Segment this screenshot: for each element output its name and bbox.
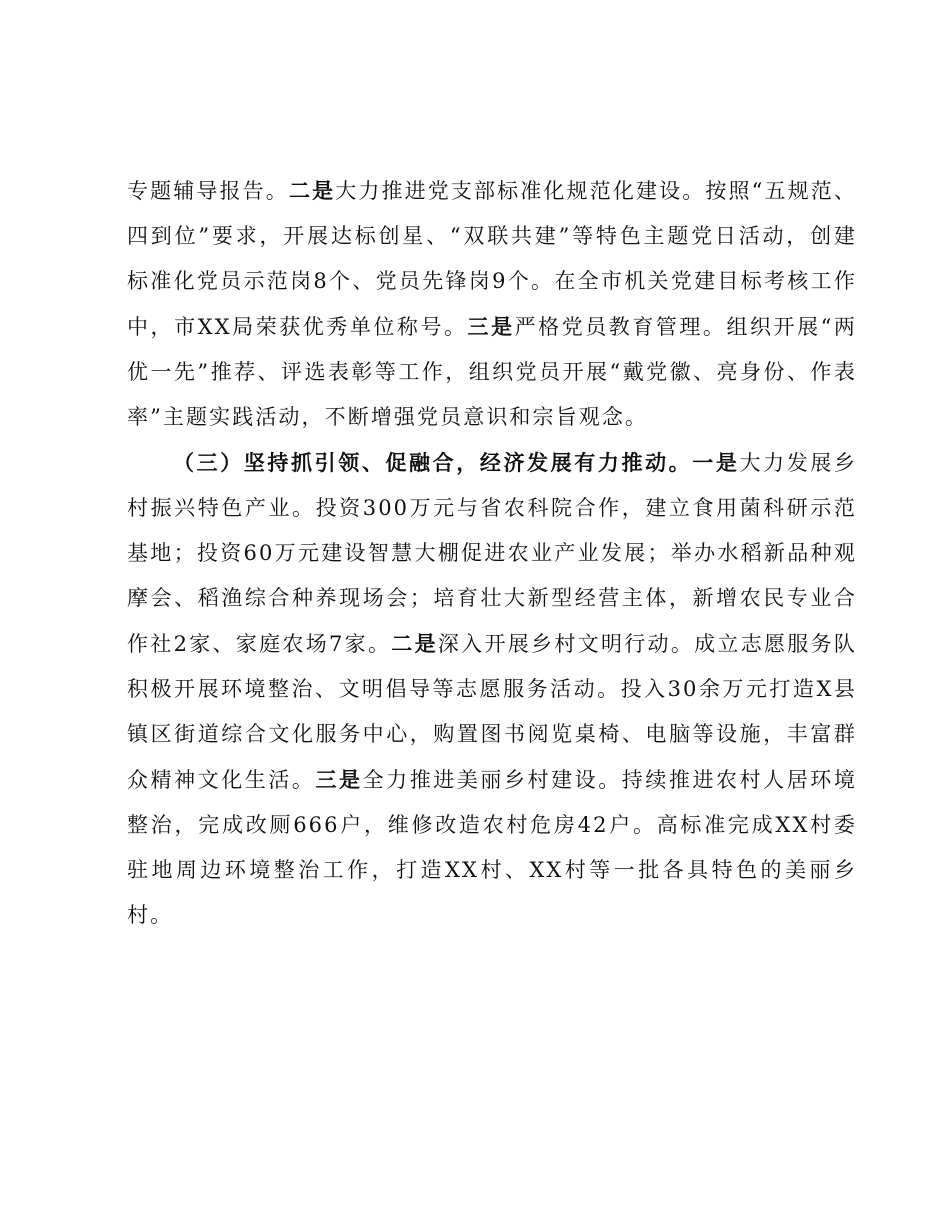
bold-keyword: 二是 <box>288 178 336 203</box>
section-heading: （三）坚持抓引领、促融合，经济发展有力推动。 <box>173 450 693 475</box>
paragraph-text: 大力发展乡村振兴特色产业。投资300万元与省农科院合作，建立食用菌科研示范基地；投资60万元建设智慧大棚促进农业产业发展；举办水稻新品种观摩会、稻渔综合种养现场会；培育壮大新型经营主体，新增农民专业合作社2家、家庭农场7家。 <box>127 451 858 656</box>
bold-keyword: 二是 <box>391 631 438 656</box>
paragraph-economic-development <box>127 440 857 938</box>
paragraph-text: 深入开展乡村文明行动。成立志愿服务队积极开展环境整治、文明倡导等志愿服务活动。投入30余万元打造X县镇区街道综合文化服务中心，购置图书阅览桌椅、电脑等设施，丰富群众精神文化生活。 <box>127 632 857 792</box>
document-body <box>127 168 857 938</box>
paragraph-text: 大力推进党支部标准化规范化建设。按照“五规范、四到位”要求，开展达标创星、“双联共建”等特色主题党日活动，创建标准化党员示范岗8个、党员先锋岗9个。在全市机关党建目标考核工作中，市XX局荣获优秀单位称号。 <box>127 179 857 339</box>
paragraph-text: 严格党员教育管理。组织开展“两优一先”推荐、评选表彰等工作，组织党员开展“戴党徽、亮身份、作表率”主题实践活动，不断增强党员意识和宗旨观念。 <box>127 315 857 429</box>
paragraph-text: 全力推进美丽乡村建设。持续推进农村人居环境整治，完成改厕666户，维修改造农村危房42户。高标准完成XX村委驻地周边环境整治工作，打造XX村、XX村等一批各具特色的美丽乡村。 <box>127 768 857 927</box>
bold-keyword: 三是 <box>467 314 515 339</box>
paragraph-party-building <box>127 168 857 440</box>
bold-keyword: 一是 <box>692 450 740 475</box>
bold-keyword: 三是 <box>315 767 363 792</box>
paragraph-text: 专题辅导报告。 <box>127 179 289 203</box>
